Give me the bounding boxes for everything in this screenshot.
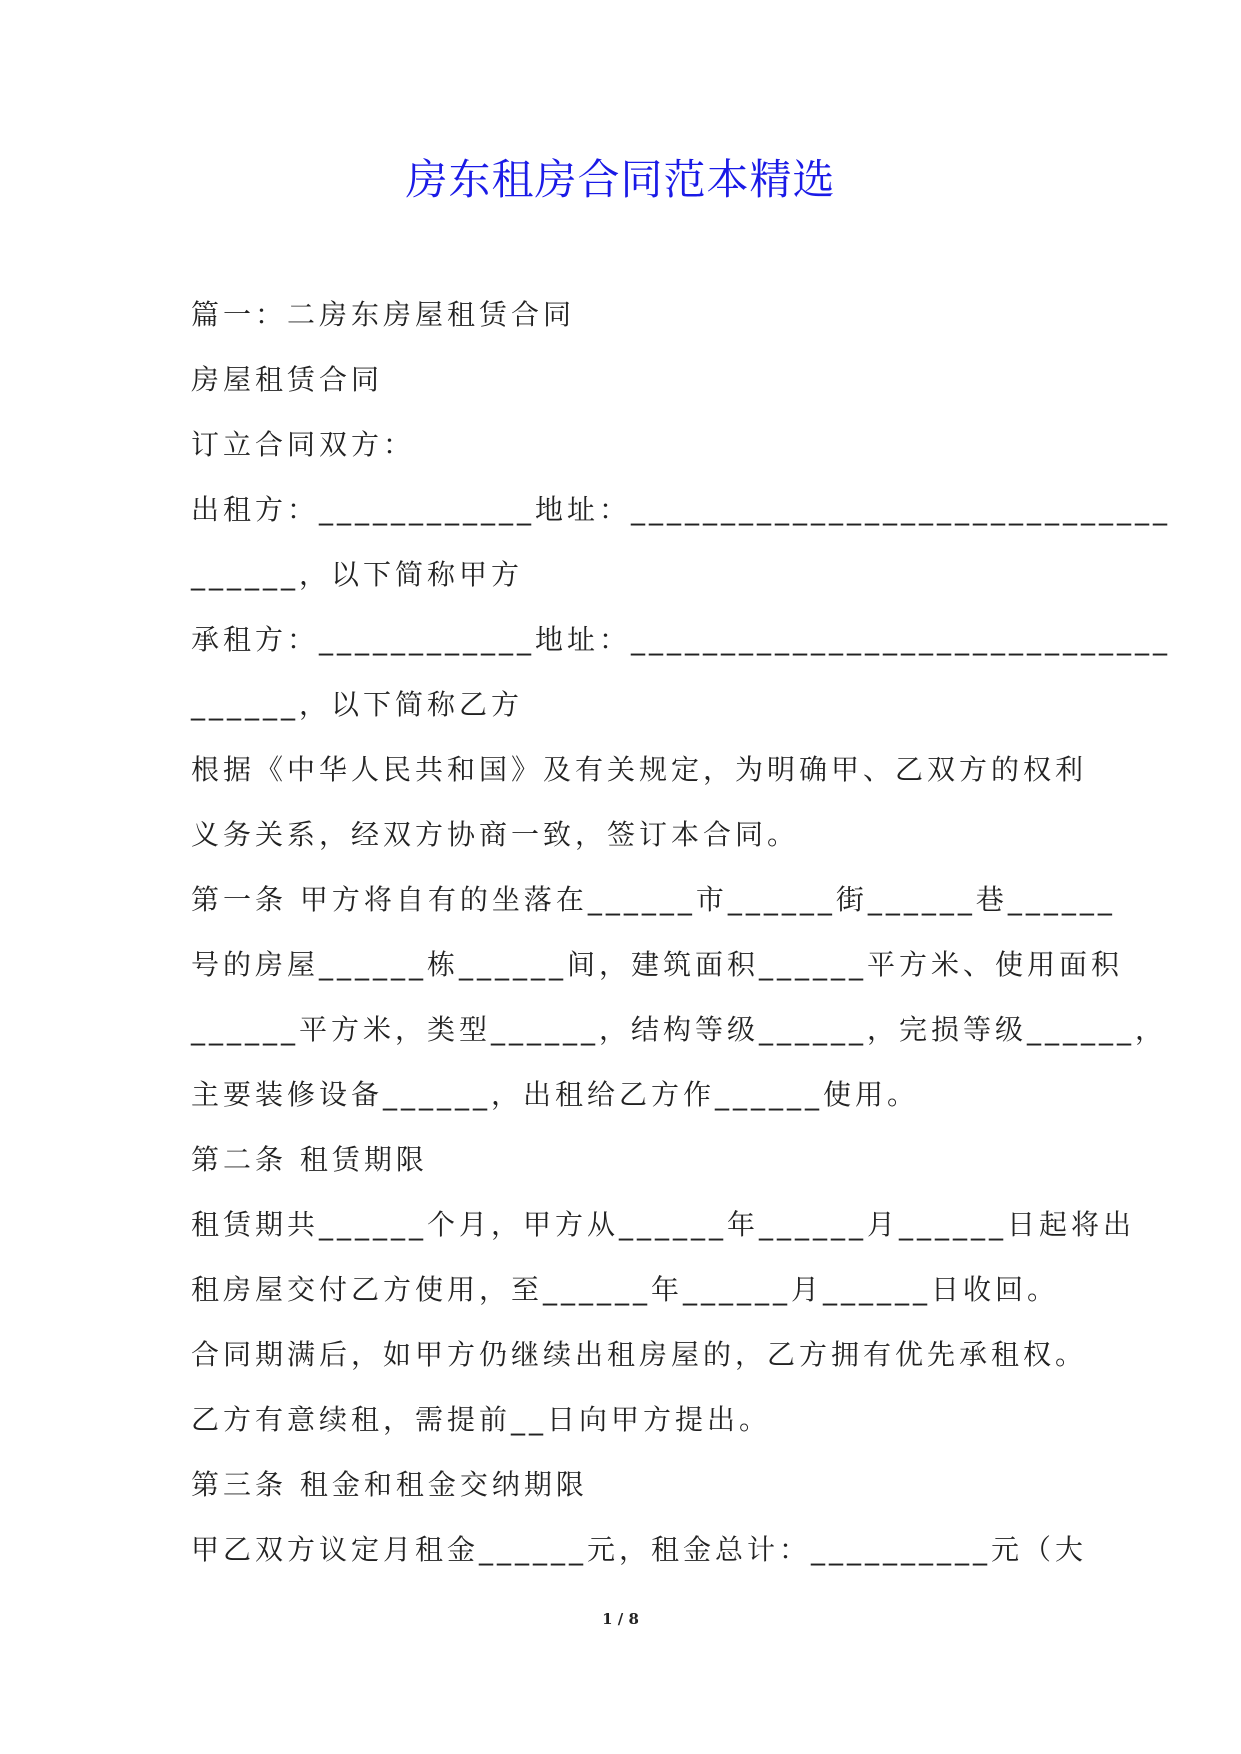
text-line: 第三条 租金和租金交纳期限 [191, 1468, 588, 1501]
text-line: ______，以下简称乙方 [191, 688, 524, 721]
text-line: 第一条 甲方将自有的坐落在______市______街______巷______ [191, 883, 1116, 916]
text-line: 承租方：____________地址：______________________________ [191, 623, 1172, 656]
text-line: 合同期满后，如甲方仍继续出租房屋的，乙方拥有优先承租权。 [191, 1338, 1088, 1371]
document-title: 房东租房合同范本精选 [405, 155, 836, 204]
text-line: 号的房屋______栋______间，建筑面积______平方米、使用面积 [191, 948, 1124, 981]
text-line: 甲乙双方议定月租金______元，租金总计：__________元（大 [191, 1533, 1088, 1566]
text-line: 篇一：二房东房屋租赁合同 [191, 298, 576, 331]
text-line: 出租方：____________地址：______________________________ [191, 493, 1172, 526]
text-line: 租房屋交付乙方使用，至______年______月______日收回。 [191, 1273, 1060, 1306]
document-body [191, 282, 1172, 1582]
text-line: ______平方米，类型______，结构等级______，完损等级______， [191, 1013, 1168, 1046]
text-line: 根据《中华人民共和国》及有关规定，为明确甲、乙双方的权利 [191, 753, 1088, 786]
text-line: 第二条 租赁期限 [191, 1143, 428, 1176]
text-line: 主要装修设备______，出租给乙方作______使用。 [191, 1078, 920, 1111]
text-line: 租赁期共______个月，甲方从______年______月______日起将出 [191, 1208, 1136, 1241]
text-line: 乙方有意续租，需提前__日向甲方提出。 [191, 1403, 772, 1436]
page-number: 1 / 8 [602, 1610, 639, 1628]
text-line: ______，以下简称甲方 [191, 558, 524, 591]
text-line: 订立合同双方： [191, 428, 416, 461]
text-line: 义务关系，经双方协商一致，签订本合同。 [191, 818, 800, 851]
text-line: 房屋租赁合同 [191, 363, 384, 396]
